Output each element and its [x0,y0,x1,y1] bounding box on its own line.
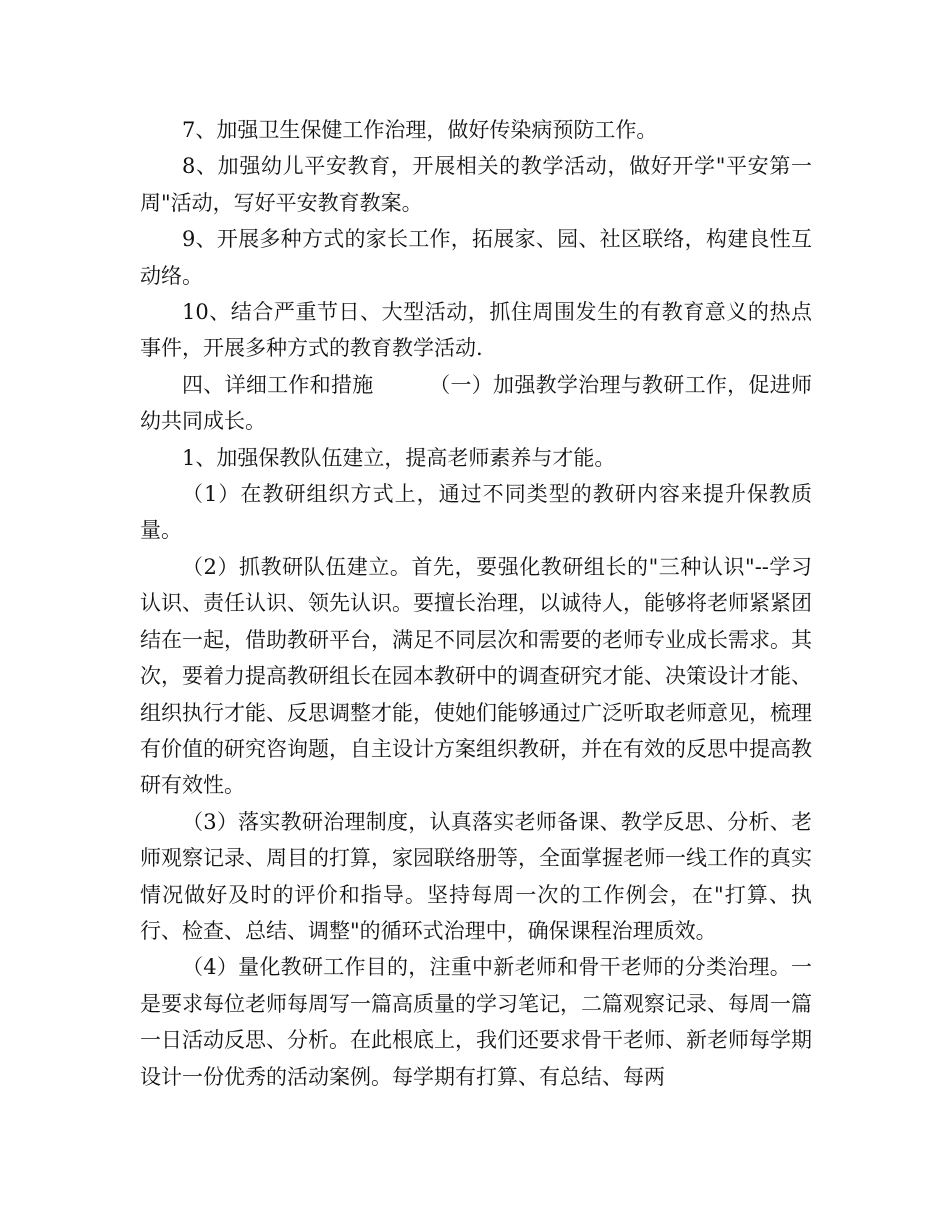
paragraph-sub-1: （1）在教研组织方式上，通过不同类型的教研内容来提升保教质量。 [140,482,812,543]
paragraph-item-8: 8、加强幼儿平安教育，开展相关的教学活动，做好开学"平安第一周"活动，写好平安教育教案。 [140,154,812,215]
paragraph-item-10: 10、结合严重节日、大型活动，抓住周围发生的有教育意义的热点事件，开展多种方式的教育教学活动. [140,300,812,361]
paragraph-sub-2: （2）抓教研队伍建立。首先，要强化教研组长的"三种认识"--学习认识、责任认识、领先认识。要擅长治理，以诚待人，能够将老师紧紧团结在一起，借助教研平台，满足不同层次和需要的老师专业成长需求。其次，要着力提高教研组长在园本教研中的调查研究才能、决策设计才能、组织执行才能、反思调整才能，使她们能够通过广泛听取老师意见，梳理有价值的研究咨询题，自主设计方案组织教研，并在有效的反思中提高教研有效性。 [140,554,812,798]
paragraph-item-7: 7、加强卫生保健工作治理，做好传染病预防工作。 [182,118,658,142]
paragraph-sub-3: （3）落实教研治理制度，认真落实老师备课、教学反思、分析、老师观察记录、周目的打算，家园联络册等，全面掌握老师一线工作的真实情况做好及时的评价和指导。坚持每周一次的工作例会，在"打算、执行、检查、总结、调整"的循环式治理中，确保课程治理质效。 [140,809,812,943]
section-heading-measures: 四、详细工作和措施 （一）加强教学治理与教研工作，促进师幼共同成长。 [140,372,812,434]
paragraph-item-9: 9、开展多种方式的家长工作，拓展家、园、社区联络，构建良性互动络。 [140,227,812,288]
paragraph-item-1: 1、加强保教队伍建立，提高老师素养与才能。 [182,445,616,470]
paragraph-sub-4: （4）量化教研工作目的，注重中新老师和骨干老师的分类治理。一是要求每位老师每周写一篇高质量的学习笔记，二篇观察记录、每周一篇一日活动反思、分析。在此根底上，我们还要求骨干老师、新老师每学期设计一份优秀的活动案例。每学期有打算、有总结、每两 [140,955,812,1089]
document-body [140,112,812,1095]
